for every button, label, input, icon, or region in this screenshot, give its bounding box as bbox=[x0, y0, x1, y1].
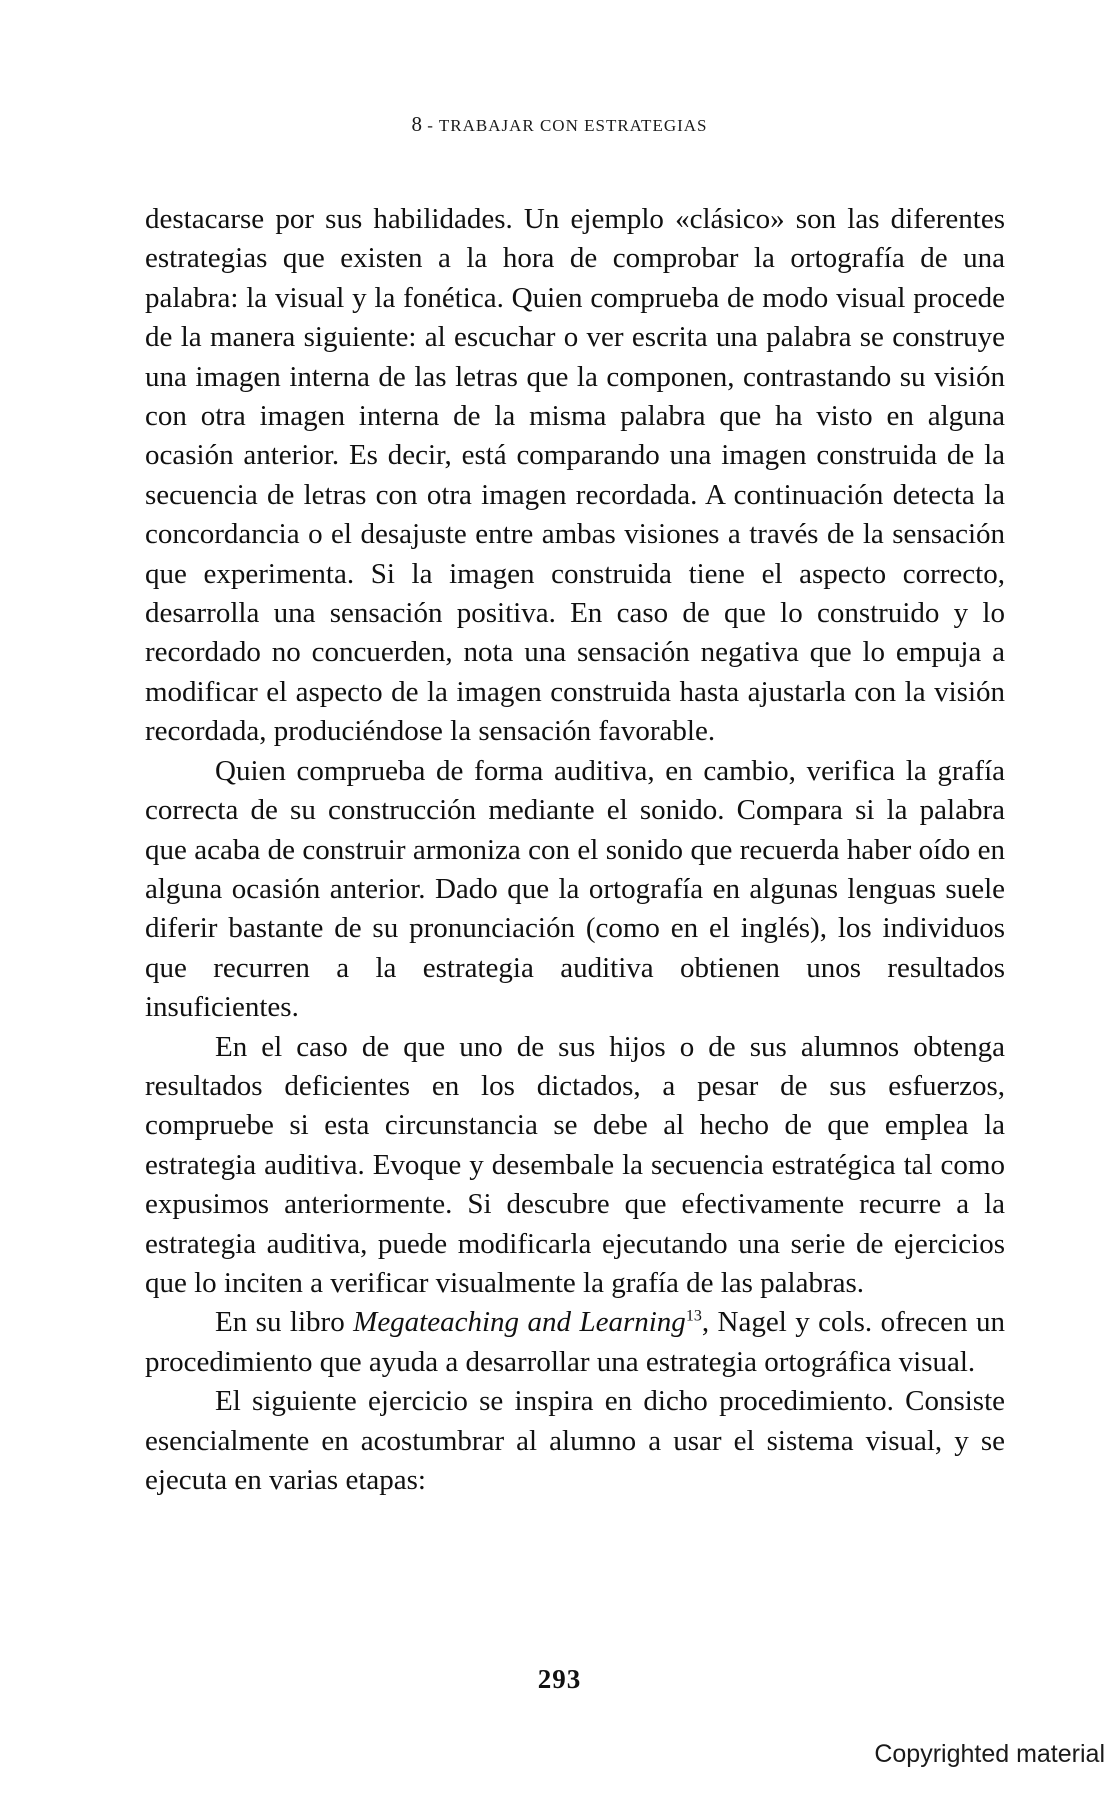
book-title: Megateaching and Learning bbox=[353, 1306, 686, 1339]
header-separator: - bbox=[427, 116, 434, 135]
chapter-number: 8 bbox=[411, 112, 422, 136]
running-header bbox=[0, 112, 1119, 137]
page-number: 293 bbox=[537, 1664, 582, 1694]
book-description: , Nagel y cols. ofrecen un procedimiento que ayuda a desarrollar una estrategia ortográfica visual. bbox=[145, 1306, 1005, 1378]
paragraph-book-reference bbox=[145, 1303, 1005, 1382]
paragraph-exercise: El siguiente ejercicio se inspira en dicho procedimiento. Consiste esencialmente en acostumbrar al alumno a usar el sistema visual, y se ejecuta en varias etapas: bbox=[145, 1385, 1005, 1496]
copyright-watermark: Copyrighted material bbox=[874, 1740, 1105, 1768]
chapter-title: TRABAJAR CON ESTRATEGIAS bbox=[438, 116, 708, 135]
book-intro: En su libro bbox=[215, 1306, 354, 1339]
body-text bbox=[145, 200, 1005, 1500]
paragraph-continued: destacarse por sus habilidades. Un ejemplo «clásico» son las diferentes estrategias que existen a la hora de comprobar la ortografía de una palabra: la visual y la fonética. Quien comprueba de modo visual procede de la manera siguiente: al escuchar o ver escrita una palabra se construye una imagen interna de las letras que la componen, contrastando su visión con otra imagen interna de la misma palabra que ha visto en alguna ocasión anterior. Es decir, está comparando una imagen construida de la secuencia de letras con otra imagen recordada. A continuación detecta la concordancia o el desajuste entre ambas visiones a través de la sensación que experimenta. Si la imagen construida tiene el aspecto correcto, desarrolla una sensación positiva. En caso de que lo construido y lo recordado no concuerden, nota una sensación negativa que lo empuja a modificar el aspecto de la imagen construida hasta ajustarla con la visión recordada, produciéndose la sensación favorable. bbox=[145, 203, 1005, 748]
paragraph-children: En el caso de que uno de sus hijos o de sus alumnos obtenga resultados deficientes en los dictados, a pesar de sus esfuerzos, compruebe si esta circunstancia se debe al hecho de que emplea la estrategia auditiva. Evoque y desembale la secuencia estratégica tal como expusimos anteriormente. Si descubre que efectivamente recurre a la estrategia auditiva, puede modificarla ejecutando una serie de ejercicios que lo inciten a verificar visualmente la grafía de las palabras. bbox=[145, 1030, 1005, 1299]
footnote-marker: 13 bbox=[685, 1307, 702, 1325]
paragraph-auditory: Quien comprueba de forma auditiva, en cambio, verifica la grafía correcta de su construcción mediante el sonido. Compara si la palabra que acaba de construir armoniza con el sonido que recuerda haber oído en alguna ocasión anterior. Dado que la ortografía en algunas lenguas suele diferir bastante de su pronunciación (como en el inglés), los individuos que recurren a la estrategia auditiva obtienen unos resultados insuficientes. bbox=[145, 754, 1005, 1024]
